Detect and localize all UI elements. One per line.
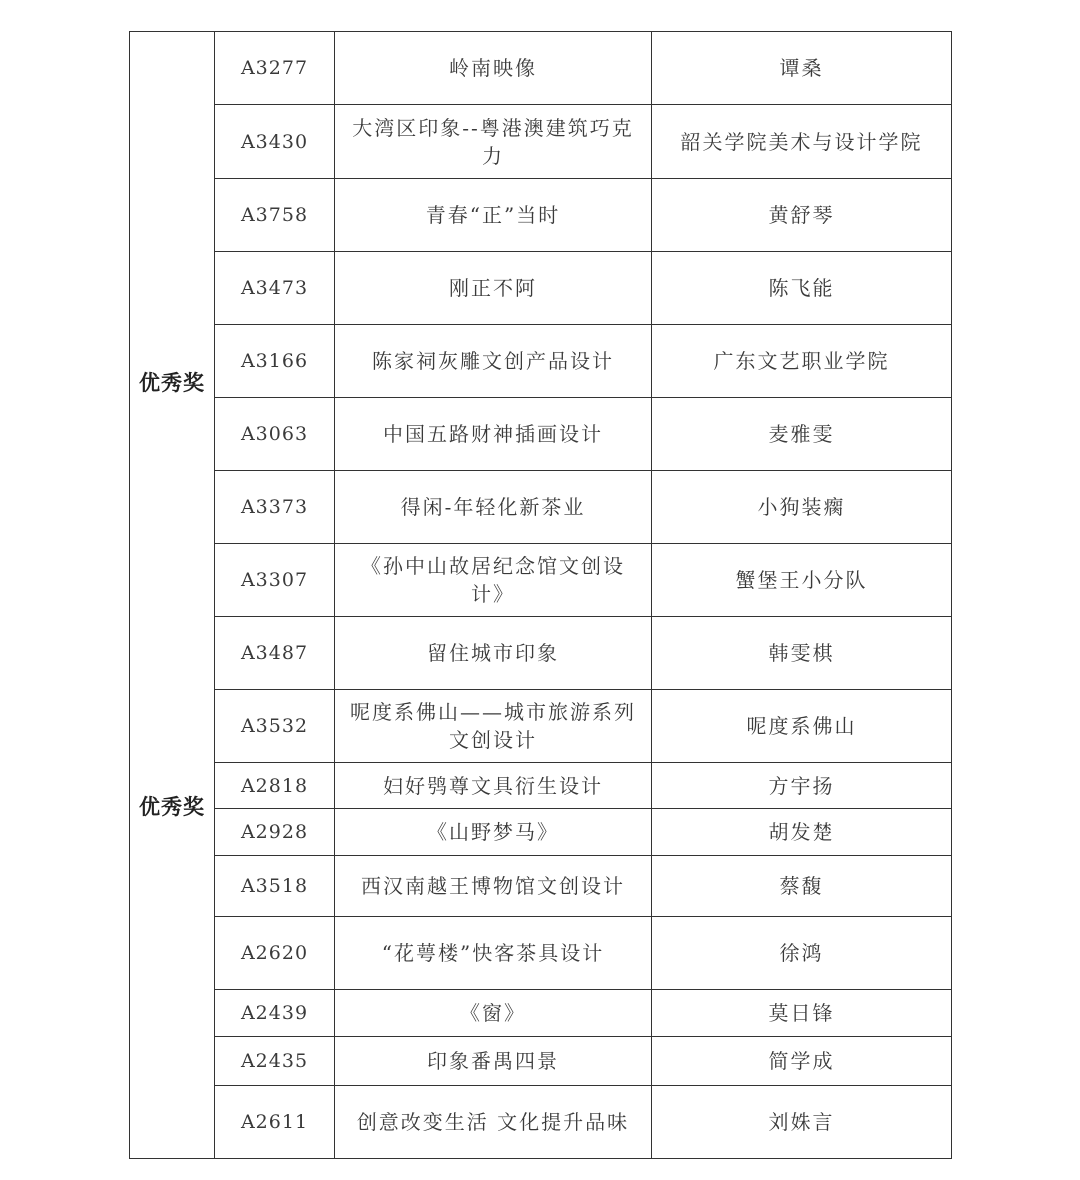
table-row [130,471,952,544]
entry-code: A2620 [215,917,335,990]
table-row [130,1037,952,1086]
table-row [130,690,952,763]
entry-code: A3518 [215,856,335,917]
table-row [130,105,952,179]
entry-title: 创意改变生活 文化提升品味 [335,1086,652,1159]
entry-code: A3758 [215,179,335,252]
entry-code: A2818 [215,763,335,809]
entry-title: “花萼楼”快客茶具设计 [335,917,652,990]
entry-code: A3307 [215,544,335,617]
entry-title: 妇好鸮尊文具衍生设计 [335,763,652,809]
award-table [129,31,952,1159]
entry-title: 陈家祠灰雕文创产品设计 [335,325,652,398]
entry-title: 中国五路财神插画设计 [335,398,652,471]
entry-code: A3430 [215,105,335,179]
table-row [130,990,952,1037]
table-row [130,252,952,325]
entry-title: 留住城市印象 [335,617,652,690]
entry-title: 岭南映像 [335,32,652,105]
entry-title: 呢度系佛山——城市旅游系列文创设计 [335,690,652,763]
entry-code: A3532 [215,690,335,763]
entry-author: 蟹堡王小分队 [652,544,952,617]
entry-author: 简学成 [652,1037,952,1086]
entry-title: 《山野梦马》 [335,809,652,856]
entry-code: A3473 [215,252,335,325]
table-row [130,1086,952,1159]
table-row [130,398,952,471]
entry-title: 印象番禺四景 [335,1037,652,1086]
entry-code: A2439 [215,990,335,1037]
entry-code: A2435 [215,1037,335,1086]
entry-author: 呢度系佛山 [652,690,952,763]
entry-author: 陈飞能 [652,252,952,325]
entry-title: 刚正不阿 [335,252,652,325]
entry-author: 刘姝言 [652,1086,952,1159]
entry-author: 黄舒琴 [652,179,952,252]
entry-code: A3277 [215,32,335,105]
table-row [130,32,952,105]
entry-author: 莫日锋 [652,990,952,1037]
award-category-cell [130,32,215,1159]
entry-author: 韩雯棋 [652,617,952,690]
entry-author: 徐鸿 [652,917,952,990]
entry-author: 谭桑 [652,32,952,105]
entry-author: 麦雅雯 [652,398,952,471]
entry-author: 蔡馥 [652,856,952,917]
entry-code: A3166 [215,325,335,398]
table-row [130,544,952,617]
entry-code: A3487 [215,617,335,690]
entry-title: 《窗》 [335,990,652,1037]
entry-author: 韶关学院美术与设计学院 [652,105,952,179]
entry-author: 广东文艺职业学院 [652,325,952,398]
table-row [130,179,952,252]
table-row [130,917,952,990]
entry-code: A3063 [215,398,335,471]
table-row [130,763,952,809]
table-row [130,809,952,856]
entry-title: 《孙中山故居纪念馆文创设计》 [335,544,652,617]
award-category-label: 优秀奖 [139,371,205,395]
entry-title: 大湾区印象--粤港澳建筑巧克力 [335,105,652,179]
table-row [130,617,952,690]
entry-title: 得闲-年轻化新茶业 [335,471,652,544]
entry-code: A3373 [215,471,335,544]
award-category-label: 优秀奖 [139,795,205,819]
entry-author: 小狗装瘸 [652,471,952,544]
entry-code: A2611 [215,1086,335,1159]
entry-author: 方宇扬 [652,763,952,809]
entry-code: A2928 [215,809,335,856]
entry-author: 胡发楚 [652,809,952,856]
table-row [130,325,952,398]
table-row [130,856,952,917]
entry-title: 西汉南越王博物馆文创设计 [335,856,652,917]
entry-title: 青春“正”当时 [335,179,652,252]
